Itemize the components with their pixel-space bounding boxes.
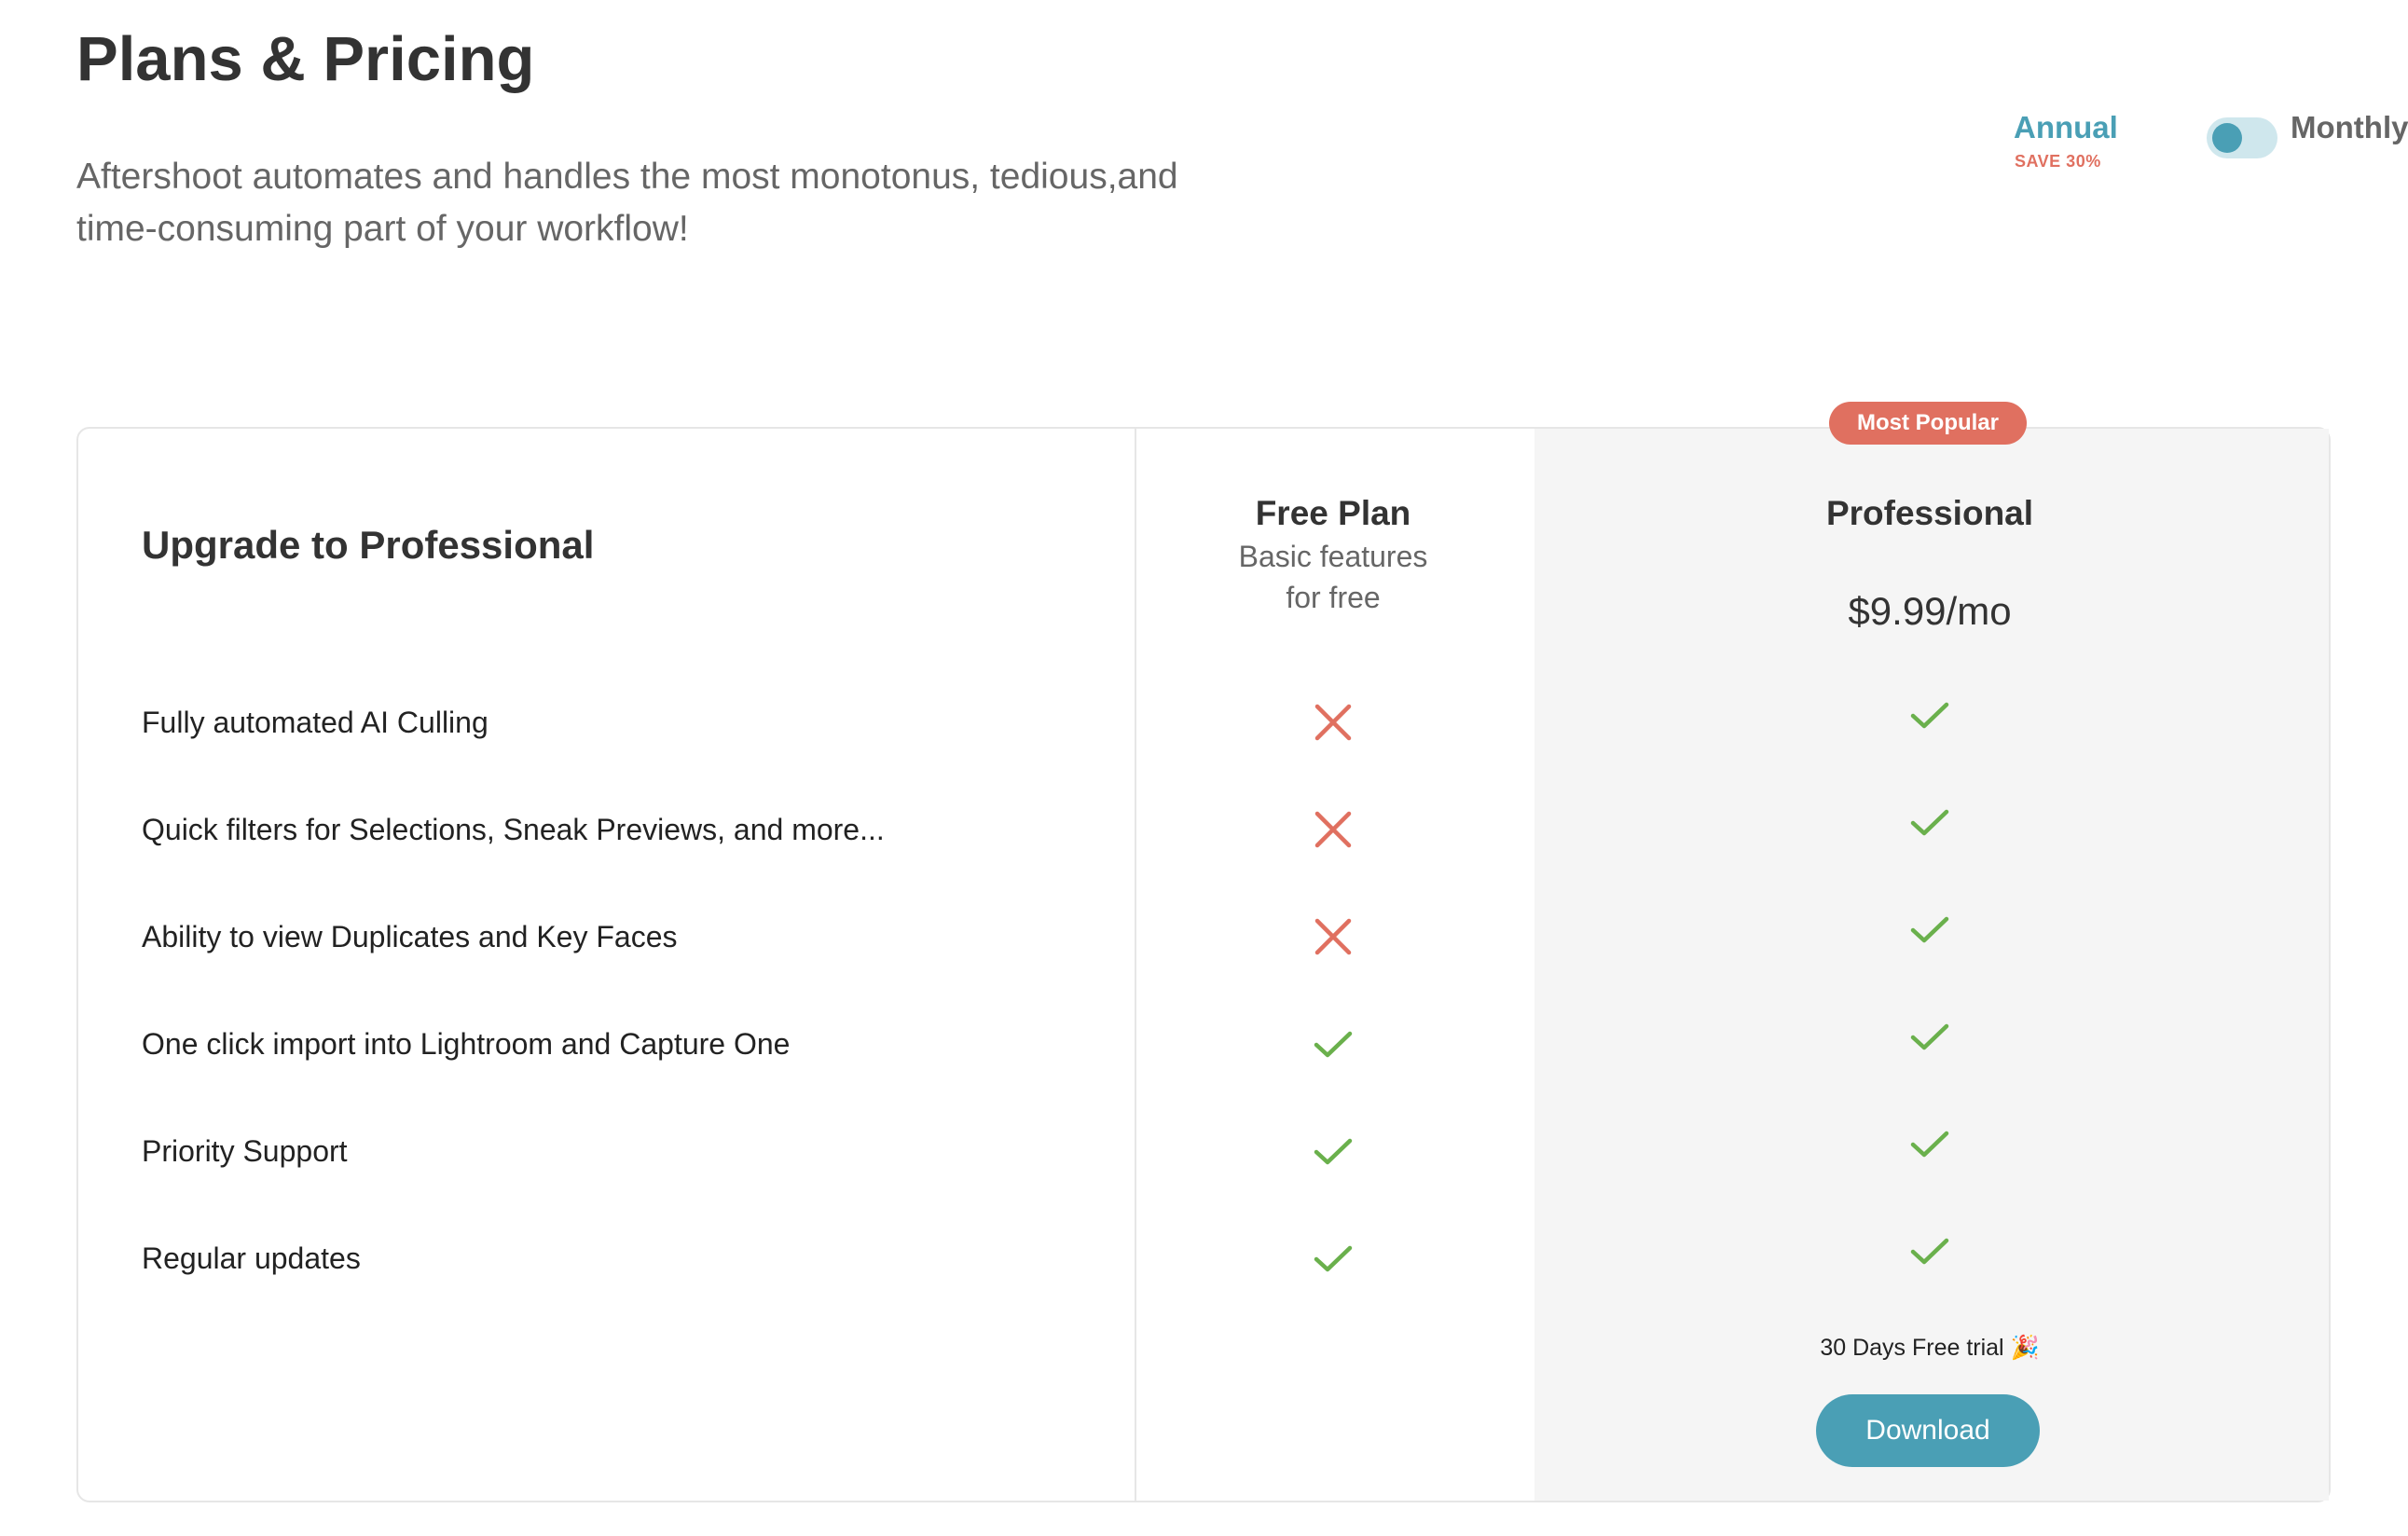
check-icon <box>1907 1228 1952 1273</box>
page-subtitle <box>76 151 1326 255</box>
billing-switch[interactable] <box>2207 117 2277 158</box>
professional-plan-price: $9.99/mo <box>1848 589 2012 633</box>
professional-plan-name: Professional <box>1825 494 2034 532</box>
cross-icon <box>1311 700 1355 745</box>
feature-row <box>0 909 2387 965</box>
check-icon <box>1311 1022 1355 1066</box>
column-divider <box>1135 429 1136 1501</box>
free-plan-desc-line-1: Basic features <box>1238 540 1428 573</box>
subtitle-line-1: Aftershoot automates and handles the most monotonus, tedious,and <box>76 157 1178 197</box>
upgrade-heading: Upgrade to Professional <box>142 523 595 567</box>
check-icon <box>1907 800 1952 844</box>
feature-label: Fully automated AI Culling <box>142 706 488 739</box>
download-button[interactable]: Download <box>1816 1394 2040 1467</box>
feature-row <box>0 1230 2387 1286</box>
billing-toggle <box>2014 107 2408 177</box>
free-plan-description <box>1184 536 1482 618</box>
check-icon <box>1907 693 1952 737</box>
page-title: Plans & Pricing <box>76 24 535 94</box>
feature-label: Priority Support <box>142 1134 348 1168</box>
check-icon <box>1907 1014 1952 1059</box>
feature-label: Regular updates <box>142 1241 361 1275</box>
feature-row <box>0 1123 2387 1179</box>
feature-row <box>0 1016 2387 1072</box>
cross-icon <box>1311 807 1355 852</box>
monthly-option[interactable]: Monthly <box>2291 110 2408 144</box>
cross-icon <box>1311 914 1355 959</box>
feature-row <box>0 694 2387 750</box>
check-icon <box>1907 1121 1952 1166</box>
most-popular-badge: Most Popular <box>1829 402 2027 445</box>
feature-label: Quick filters for Selections, Sneak Previews, and more... <box>142 813 885 846</box>
feature-label: Ability to view Duplicates and Key Faces <box>142 920 678 953</box>
free-trial-text: 30 Days Free trial 🎉 <box>1820 1335 2040 1361</box>
annual-option[interactable]: Annual <box>2014 110 2118 144</box>
free-plan-desc-line-2: for free <box>1286 581 1381 614</box>
check-icon <box>1311 1129 1355 1173</box>
feature-label: One click import into Lightroom and Capture One <box>142 1027 791 1061</box>
check-icon <box>1907 907 1952 952</box>
feature-row <box>0 802 2387 857</box>
billing-switch-knob[interactable] <box>2212 123 2242 153</box>
free-plan-name: Free Plan <box>1255 494 1411 532</box>
save-badge: SAVE 30% <box>2015 152 2101 171</box>
subtitle-line-2: time-consuming part of your workflow! <box>76 209 689 249</box>
check-icon <box>1311 1236 1355 1281</box>
